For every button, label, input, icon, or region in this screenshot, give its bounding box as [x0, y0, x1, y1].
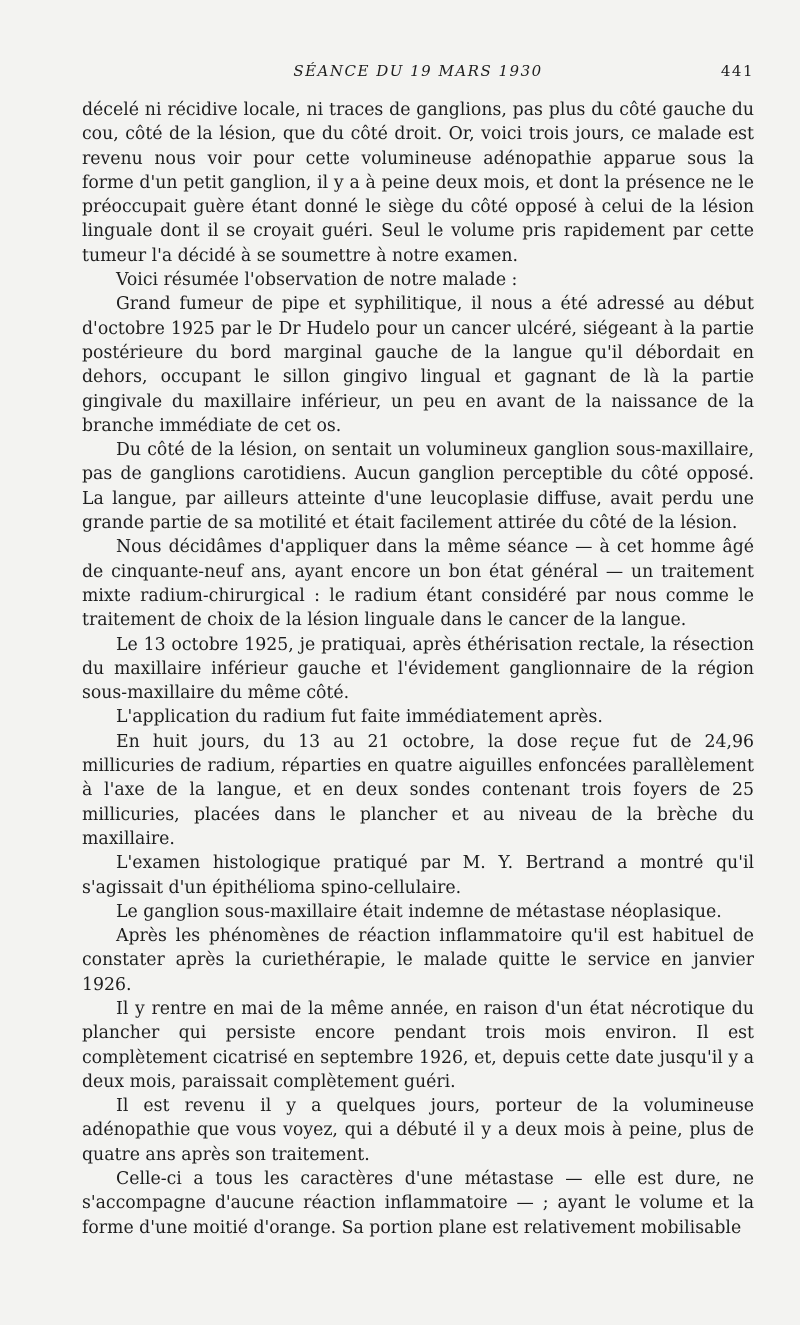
- paragraph-12: Il y rentre en mai de la même année, en raison d'un état nécrotique du plancher qui persiste encore pendant trois mois environ. Il est complètement cicatrisé en septembre 1926, et, depuis cette date jusqu'il y a deux mois, paraissait complètement guéri.: [82, 998, 754, 1092]
- paragraph-10: Le ganglion sous-maxillaire était indemne de métastase néoplasique.: [116, 901, 722, 922]
- page-number: 441: [720, 62, 754, 80]
- body-text: [82, 98, 754, 1240]
- paragraph-13: Il est revenu il y a quelques jours, porteur de la volumineuse adénopathie que vous voyez, qui a débuté il y a deux mois à peine, plus de quatre ans après son traitement.: [82, 1096, 754, 1165]
- running-header: [82, 62, 754, 84]
- paragraph-11: Après les phénomènes de réaction inflammatoire qu'il est habituel de constater après la curiethérapie, le malade quitte le service en janvier 1926.: [82, 926, 754, 995]
- paragraph-2: Voici résumée l'observation de notre malade :: [116, 270, 518, 291]
- paragraph-7: L'application du radium fut faite immédiatement après.: [116, 707, 603, 728]
- paragraph-8: En huit jours, du 13 au 21 octobre, la dose reçue fut de 24,96 millicuries de radium, réparties en quatre aiguilles enfoncées parallèlement à l'axe de la langue, et en deux sondes contenant trois foyers de 25 millicuries, placées dans le plancher et au niveau de la brèche du maxillaire.: [82, 731, 754, 849]
- running-title: SÉANCE DU 19 MARS 1930: [293, 62, 543, 80]
- paragraph-1: décelé ni récidive locale, ni traces de ganglions, pas plus du côté gauche du cou, côté de la lésion, que du côté droit. Or, voici trois jours, ce malade est revenu nous voir pour cette volumineuse adénopathie apparue sous la forme d'un petit ganglion, il y a à peine deux mois, et dont la présence ne le préoccupait guère étant donné le siège du côté opposé à celui de la lésion linguale dont il se croyait guéri. Seul le volume pris rapidement par cette tumeur l'a décidé à se soumettre à notre examen.: [82, 100, 754, 266]
- paragraph-5: Nous décidâmes d'appliquer dans la même séance — à cet homme âgé de cinquante-neuf ans, ayant encore un bon état général — un traitement mixte radium-chirurgical : le radium étant considéré par nous comme le traitement de choix de la lésion linguale dans le cancer de la langue.: [82, 537, 754, 631]
- paragraph-14: Celle-ci a tous les caractères d'une métastase — elle est dure, ne s'accompagne d'aucune réaction inflammatoire — ; ayant le volume et la forme d'une moitié d'orange. Sa portion plane est relativement mobilisable: [82, 1169, 754, 1238]
- paragraph-9: L'examen histologique pratiqué par M. Y. Bertrand a montré qu'il s'agissait d'un épithélioma spino-cellulaire.: [82, 853, 754, 898]
- paragraph-4: Du côté de la lésion, on sentait un volumineux ganglion sous-maxillaire, pas de ganglions carotidiens. Aucun ganglion perceptible du côté opposé. La langue, par ailleurs atteinte d'une leucoplasie diffuse, avait perdu une grande partie de sa motilité et était facilement attirée du côté de la lésion.: [82, 440, 754, 534]
- paragraph-3: Grand fumeur de pipe et syphilitique, il nous a été adressé au début d'octobre 1925 par le Dr Hudelo pour un cancer ulcéré, siégeant à la partie postérieure du bord marginal gauche de la langue qu'il débordait en dehors, occupant le sillon gingivo lingual et gagnant de là la partie gingivale du maxillaire inférieur, un peu en avant de la naissance de la branche immédiate de cet os.: [82, 294, 754, 436]
- paragraph-6: Le 13 octobre 1925, je pratiquai, après éthérisation rectale, la résection du maxillaire inférieur gauche et l'évidement ganglionnaire de la région sous-maxillaire du même côté.: [82, 634, 754, 704]
